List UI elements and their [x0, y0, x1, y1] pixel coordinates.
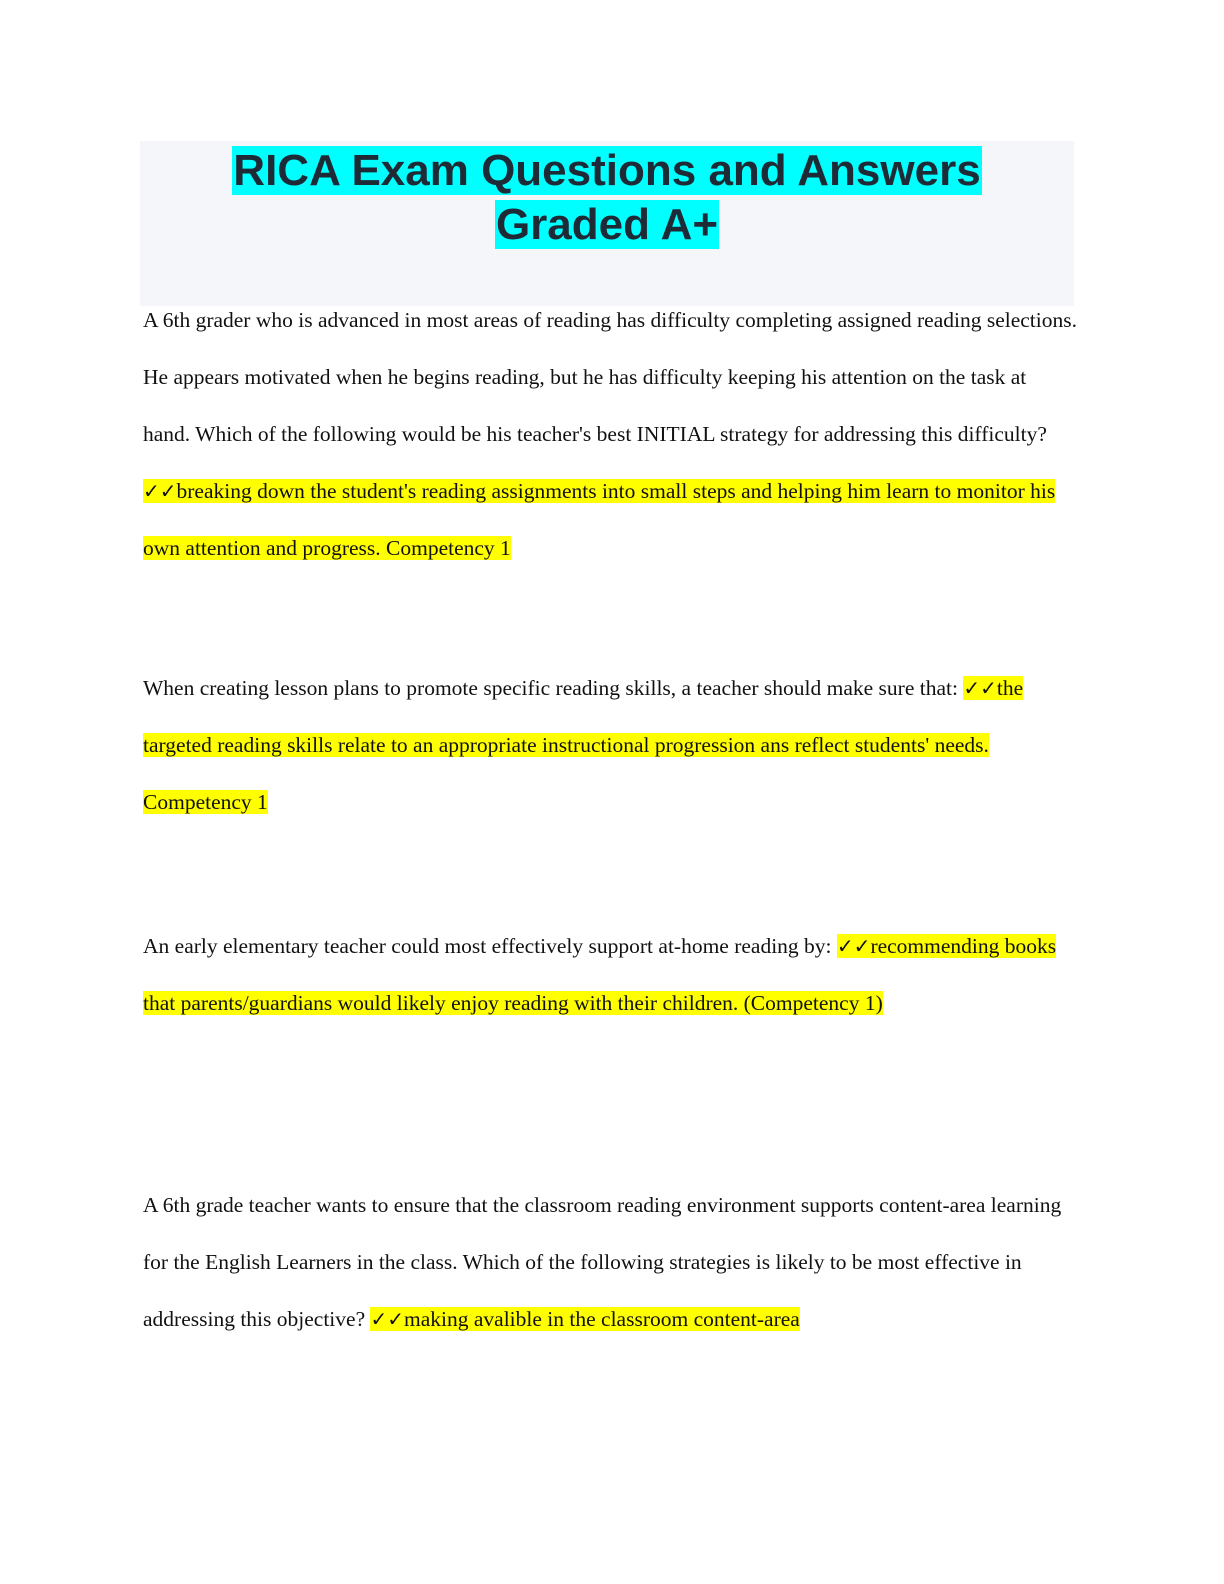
- answer-text: the targeted reading skills relate to an appropriate instructional progression ans reflect students' needs. Competency 1: [143, 676, 1024, 814]
- answer-text: recommending books that parents/guardians would likely enjoy reading with their children. (Competency 1): [143, 934, 1057, 1015]
- document-title-line-1: RICA Exam Questions and Answers: [233, 146, 981, 195]
- question-paragraph: [143, 1177, 1078, 1348]
- answer-highlight: [370, 1307, 799, 1331]
- check-icon: ✓✓: [143, 479, 177, 503]
- question-text: A 6th grade teacher wants to ensure that the classroom reading environment supports content-area learning for the English Learners in the class. Which of the following strategies is likely to be most effective in addressing this objective?: [143, 1193, 1062, 1331]
- question-item: [143, 660, 1078, 831]
- check-icon: ✓✓: [963, 676, 997, 700]
- answer-highlight: [143, 479, 1055, 560]
- document-title-line-2: Graded A+: [495, 200, 719, 249]
- question-text: An early elementary teacher could most effectively support at-home reading by:: [143, 934, 832, 958]
- question-item: [143, 1177, 1078, 1348]
- question-item: [143, 918, 1078, 1032]
- question-text: A 6th grader who is advanced in most areas of reading has difficulty completing assigned reading selections. He appears motivated when he begins reading, but he has difficulty keeping his attention on the task at hand. Which of the following would be his teacher's best INITIAL strategy for addressing this difficulty?: [143, 308, 1078, 446]
- answer-text: breaking down the student's reading assignments into small steps and helping him learn to monitor his own attention and progress. Competency 1: [143, 479, 1056, 560]
- question-paragraph: [143, 660, 1078, 831]
- question-paragraph: [143, 292, 1078, 577]
- question-text: When creating lesson plans to promote specific reading skills, a teacher should make sure that:: [143, 676, 958, 700]
- question-paragraph: [143, 918, 1078, 1032]
- answer-text: making avalible in the classroom content-area: [404, 1307, 800, 1331]
- check-icon: ✓✓: [836, 934, 871, 958]
- check-icon: ✓✓: [370, 1307, 404, 1331]
- question-item: [143, 292, 1078, 577]
- title-block: [140, 141, 1074, 306]
